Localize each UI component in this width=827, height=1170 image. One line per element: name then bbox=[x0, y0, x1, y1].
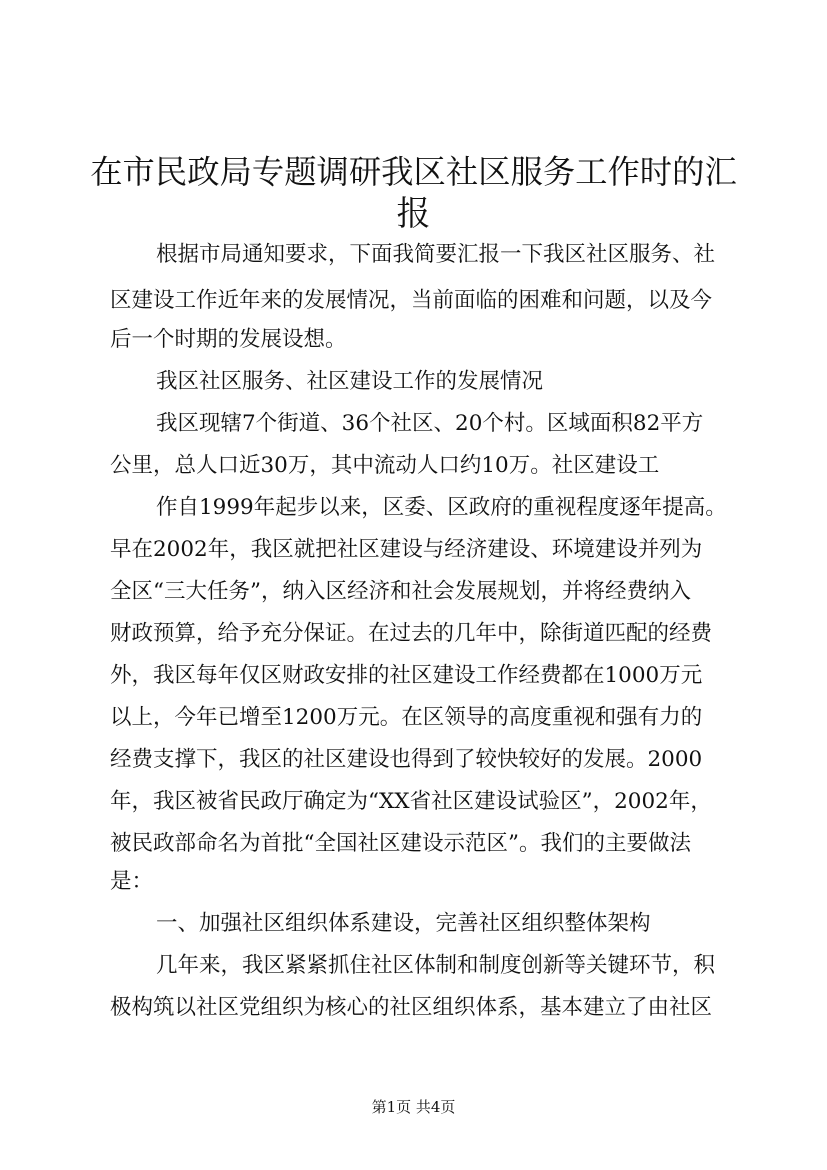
body-line: 年，我区被省民政厅确定为“XX省社区建设试验区”，2002年， bbox=[110, 789, 712, 814]
body-line: 我区现辖7个街道、36个社区、20个村。区域面积82平方 bbox=[156, 411, 704, 436]
section-heading: 一、加强社区组织体系建设，完善社区组织整体架构 bbox=[156, 911, 651, 936]
body-line: 经费支撑下，我区的社区建设也得到了较快较好的发展。2000 bbox=[110, 747, 703, 772]
body-line: 外，我区每年仅区财政安排的社区建设工作经费都在1000万元 bbox=[110, 663, 703, 688]
body-line: 极构筑以社区党组织为核心的社区组织体系，基本建立了由社区 bbox=[110, 995, 713, 1020]
body-line: 是： bbox=[110, 869, 154, 894]
body-line: 后一个时期的发展设想。 bbox=[110, 327, 347, 352]
document-title-line-1: 在市民政局专题调研我区社区服务工作时的汇 bbox=[90, 153, 737, 191]
body-line: 财政预算，给予充分保证。在过去的几年中，除街道匹配的经费 bbox=[110, 621, 713, 646]
body-line: 以上，今年已增至1200万元。在区领导的高度重视和强有力的 bbox=[110, 705, 703, 730]
body-line: 区建设工作近年来的发展情况，当前面临的困难和问题，以及今 bbox=[110, 288, 713, 313]
document-title-line-2: 报 bbox=[396, 194, 431, 234]
body-line: 早在2002年，我区就把社区建设与经济建设、环境建设并列为 bbox=[110, 537, 703, 562]
body-line: 被民政部命名为首批“全国社区建设示范区”。我们的主要做法 bbox=[110, 831, 691, 856]
section-heading: 我区社区服务、社区建设工作的发展情况 bbox=[156, 369, 544, 394]
body-line: 几年来，我区紧紧抓住社区体制和制度创新等关键环节，积 bbox=[156, 953, 716, 978]
body-line: 根据市局通知要求，下面我简要汇报一下我区社区服务、社 bbox=[156, 242, 716, 267]
page-footer: 第1页 共4页 bbox=[371, 1098, 456, 1116]
body-line: 作自1999年起步以来，区委、区政府的重视程度逐年提高。 bbox=[156, 495, 727, 520]
body-line: 公里，总人口近30万，其中流动人口约10万。社区建设工 bbox=[110, 453, 660, 478]
body-line: 全区“三大任务”，纳入区经济和社会发展规划，并将经费纳入 bbox=[110, 579, 691, 604]
